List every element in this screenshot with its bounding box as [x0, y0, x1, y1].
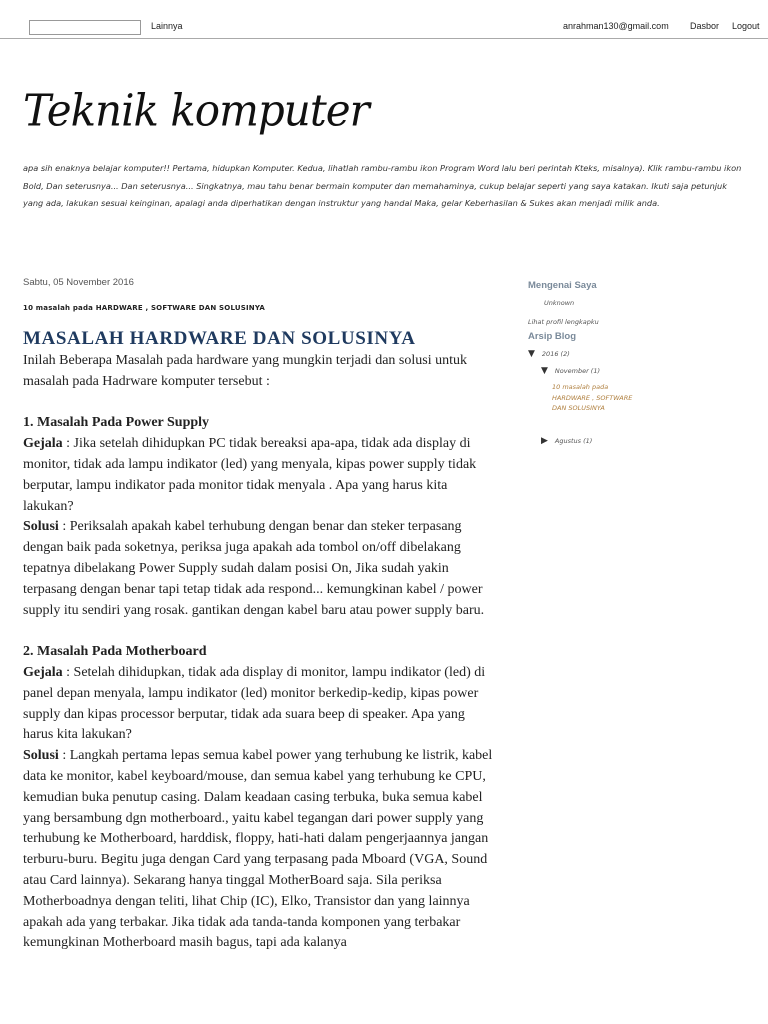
navbar: [0, 0, 768, 39]
search-input[interactable]: [29, 20, 141, 35]
about-heading: Mengenai Saya: [528, 280, 597, 291]
gejala-text: : Setelah dihidupkan, tidak ada display di monitor, lampu indikator (led) di panel depan menyala, lampu indikator (led) monitor berkedip-kedip, kipas power supply dan kipas processor berputar, tidak ada suara beep di speaker. Apa yang harus kita lakukan?: [23, 664, 486, 743]
gejala-text: : Jika setelah dihidupkan PC tidak bereaksi apa-apa, tidak ada display di monitor, tidak ada lampu indikator (led) yang menyala, kipas power supply tidak berputar, lampu indikator pada monitor tidak menyala . Apa yang harus kita lakukan?: [23, 436, 477, 514]
profile-link[interactable]: Lihat profil lengkapku: [528, 318, 599, 326]
post-intro: Inilah Beberapa Masalah pada hardware yang mungkin terjadi dan solusi untuk masalah pada Hadrware komputer tersebut :: [23, 353, 467, 389]
dashboard-link[interactable]: Dasbor: [690, 21, 720, 31]
triangle-right-icon[interactable]: ▶: [541, 436, 548, 446]
archive-month-november[interactable]: [541, 366, 600, 376]
archive-month-label[interactable]: November (1): [554, 367, 601, 375]
archive-post-link[interactable]: 10 masalah pada HARDWARE , SOFTWARE DAN SOLUSINYA: [552, 383, 633, 412]
author-name-link[interactable]: Unknown: [544, 299, 575, 307]
archive-heading: Arsip Blog: [528, 331, 577, 342]
solusi-label: Solusi: [23, 519, 59, 535]
gejala-paragraph: [23, 663, 495, 746]
archive-month-august[interactable]: [541, 436, 592, 446]
section-title: 1. Masalah Pada Power Supply: [23, 415, 210, 431]
archive-year[interactable]: [528, 349, 570, 359]
post-date: Sabtu, 05 November 2016: [23, 277, 134, 288]
logout-link[interactable]: Logout: [732, 21, 760, 31]
post-heading: MASALAH HARDWARE DAN SOLUSINYA: [23, 328, 416, 349]
gejala-label: Gejala: [23, 436, 63, 452]
post-body: [23, 351, 495, 954]
triangle-down-icon[interactable]: ▼: [528, 349, 535, 359]
section-title: 2. Masalah Pada Motherboard: [23, 644, 207, 660]
archive-month-label[interactable]: Agustus (1): [554, 437, 593, 445]
archive-year-label[interactable]: 2016 (2): [541, 350, 570, 358]
blog-description: apa sih enaknya belajar komputer!! Pertama, hidupkan Komputer. Kedua, lihatlah rambu-rambu ikon Program Word lalu beri perintah Kteks, misalnya). Klik rambu-rambu ikon Bold, Dan seterusnya... Dan seterusnya... Singkatnya, mau tahu benar bermain komputer dan memahaminya, cukup belajar seperti yang saya katakan. Ikuti saja petunjuk yang ada, lakukan sesuai keinginan, apalagi anda diperhatikan dengan instruktur yang handal Maka, gelar Keberhasilan & Sukes akan menjadi milik anda.: [23, 163, 742, 209]
user-email: anrahman130@gmail.com: [563, 21, 669, 31]
gejala-label: Gejala: [23, 664, 63, 680]
blog-title[interactable]: Teknik komputer: [23, 84, 369, 137]
more-link[interactable]: Lainnya: [151, 21, 183, 31]
solusi-label: Solusi: [23, 748, 59, 764]
gejala-paragraph: [23, 434, 495, 517]
solusi-text: : Langkah pertama lepas semua kabel power yang terhubung ke listrik, kabel data ke monitor, kabel keyboard/mouse, dan semua kabel yang terhubung ke CPU, kemudian buka penutup casing. Dalam keadaan casing terbuka, buka semua kabel yang bersambung dgn motherboard., yaitu kabel tegangan dari power supply yang terhubung ke Motherboard, harddisk, floppy, hati-hati dalam pengerjaannya jangan terburu-buru. Begitu juga dengan Card yang terpasang pada Mboard (VGA, Sound atau Card lainnya). Sekarang hanya tinggal MotherBoard saja. Sila periksa Motherboadnya dengan teliti, lihat Chip (IC), Elko, Transistor dan yang lainnya apakah ada yang terbakar. Jika tidak ada tanda-tanda komponen yang terbakar kemungkinan Motherboard masih bagus, tapi ada kalanya: [23, 748, 493, 951]
solusi-text: : Periksalah apakah kabel terhubung dengan benar dan steker terpasang dengan baik pada soketnya, periksa juga apakah ada tombol on/off dibelakang tepatnya dibelakang Power Supply sudah dalam posisi On, Jika sudah yakin terpasang dengan benar tapi tetap tidak ada respond... kemungkinan kabel / power supply itu sendiri yang rosak. gantikan dengan kabel baru atau power supply baru.: [23, 519, 485, 618]
post-title-link[interactable]: 10 masalah pada HARDWARE , SOFTWARE DAN SOLUSINYA: [23, 304, 266, 312]
solusi-paragraph: [23, 746, 495, 954]
solusi-paragraph: [23, 517, 495, 621]
triangle-down-icon[interactable]: ▼: [541, 366, 548, 376]
